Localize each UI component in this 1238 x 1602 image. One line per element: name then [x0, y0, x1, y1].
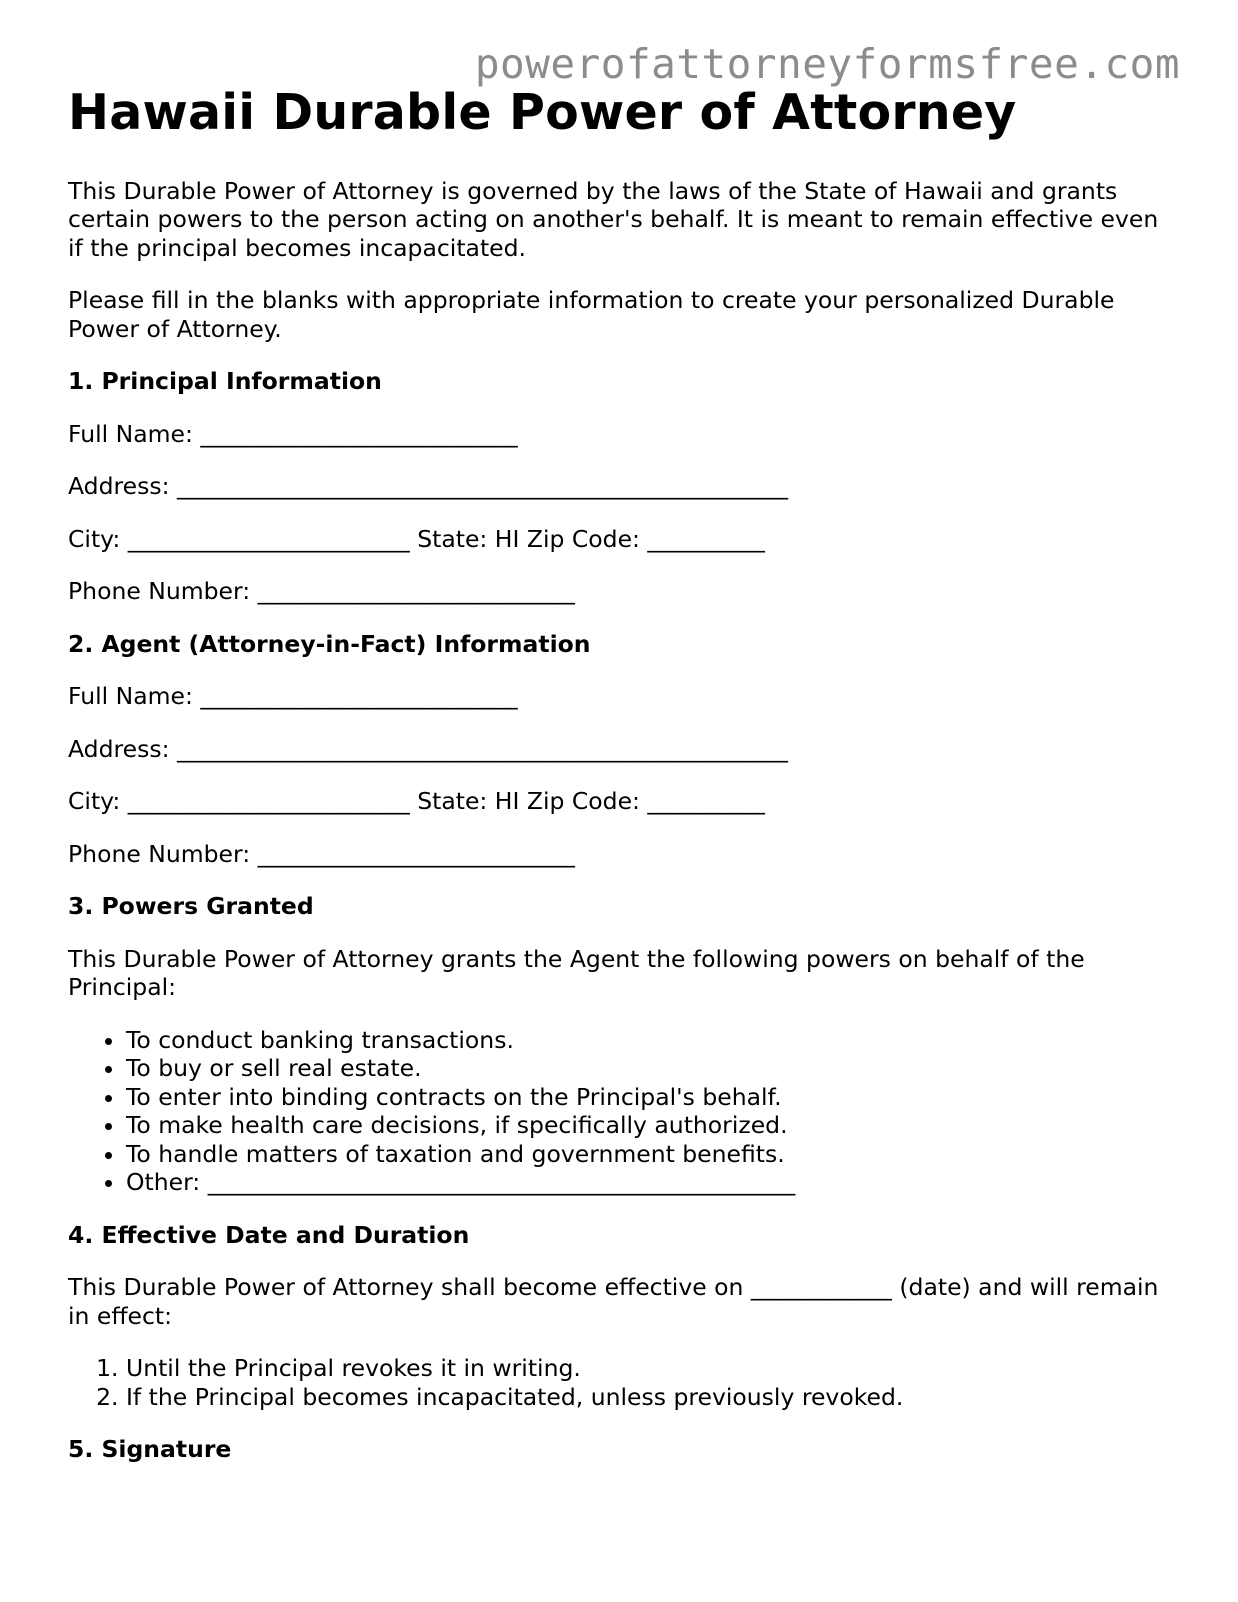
list-item: 2. If the Principal becomes incapacitated, unless previously revoked. — [126, 1383, 1168, 1412]
section-heading-signature: 5. Signature — [68, 1435, 232, 1464]
principal-city-state-zip-field: City: ________________________ State: HI Zip Code: __________ — [68, 524, 765, 553]
principal-phone-field: Phone Number: ___________________________ — [68, 577, 575, 606]
section-heading-agent: 2. Agent (Attorney-in-Fact) Information — [68, 629, 591, 658]
section-heading-powers: 3. Powers Granted — [68, 892, 314, 921]
list-item: • To buy or sell real estate. — [126, 1054, 1168, 1083]
list-item: 1. Until the Principal revokes it in writing. — [126, 1354, 1168, 1383]
powers-list — [68, 1026, 1168, 1197]
agent-city-state-zip-field: City: ________________________ State: HI Zip Code: __________ — [68, 787, 765, 816]
instructions-paragraph: Please fill in the blanks with appropriate information to create your personalized Durable Power of Attorney. — [68, 286, 1115, 343]
principal-full-name-field: Full Name: ___________________________ — [68, 419, 518, 448]
agent-address-field: Address: ____________________________________________________ — [68, 734, 788, 763]
list-item: • To make health care decisions, if specifically authorized. — [126, 1111, 1168, 1140]
agent-phone-field: Phone Number: ___________________________ — [68, 839, 575, 868]
list-item: • To enter into binding contracts on the Principal's behalf. — [126, 1083, 1168, 1112]
list-item: • Other: __________________________________________________ — [126, 1168, 1168, 1197]
principal-address-field: Address: ____________________________________________________ — [68, 472, 788, 501]
watermark: powerofattorneyformsfree.com — [474, 40, 1180, 88]
section-heading-principal: 1. Principal Information — [68, 367, 382, 396]
list-item: • To handle matters of taxation and government benefits. — [126, 1140, 1168, 1169]
powers-intro-paragraph: This Durable Power of Attorney grants the Agent the following powers on behalf of the Principal: — [68, 944, 1085, 1002]
section-heading-effective-date: 4. Effective Date and Duration — [68, 1220, 470, 1249]
duration-conditions-list — [68, 1354, 1168, 1411]
effective-date-paragraph: This Durable Power of Attorney shall become effective on ____________ (date) and will remain in effect: — [68, 1273, 1159, 1330]
agent-full-name-field: Full Name: ___________________________ — [68, 682, 518, 711]
list-item: • To conduct banking transactions. — [126, 1026, 1168, 1055]
document-page — [68, 84, 1168, 1488]
intro-paragraph: This Durable Power of Attorney is governed by the laws of the State of Hawaii and grants certain powers to the person acting on another's behalf. It is meant to remain effective even if the principal becomes incapacitated. — [68, 176, 1159, 262]
document-title: Hawaii Durable Power of Attorney — [68, 84, 1017, 141]
